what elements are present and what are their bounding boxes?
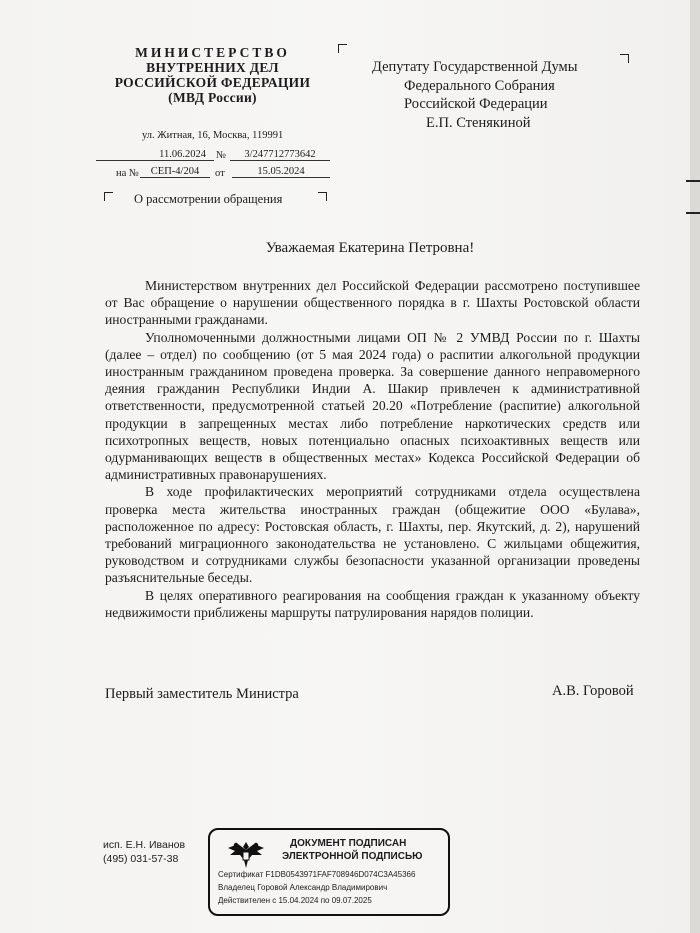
org-line-2: ВНУТРЕННИХ ДЕЛ xyxy=(146,60,279,75)
addressee-line-4: Е.П. Стенякиной xyxy=(426,114,531,131)
reg-number-label: № xyxy=(216,150,227,161)
page-edge xyxy=(690,0,700,933)
subject-bracket-right xyxy=(318,192,327,201)
from-label: от xyxy=(215,168,225,179)
executor-info xyxy=(103,838,185,866)
edge-mark xyxy=(686,212,700,214)
signatory-position: Первый заместитель Министра xyxy=(105,686,299,702)
double-headed-eagle-icon xyxy=(224,838,268,872)
body-paragraph: Министерством внутренних дел Российской Федерации рассмотрено поступившее от Вас обращение о нарушении общественного порядка в г. Шахты Ростовской области иностранными гражданами. xyxy=(105,278,640,328)
edge-mark xyxy=(686,180,700,182)
subject-line: О рассмотрении обращения xyxy=(134,192,283,206)
from-date: 15.05.2024 xyxy=(232,166,330,178)
addressee-bracket-left xyxy=(338,44,347,53)
addressee-line-1: Депутату Государственной Думы xyxy=(372,59,578,75)
subject-bracket-left xyxy=(104,192,113,201)
org-line-1: МИНИСТЕРСТВО xyxy=(135,45,290,60)
org-line-3: РОССИЙСКОЙ ФЕДЕРАЦИИ xyxy=(114,75,311,90)
executor-name: исп. Е.Н. Иванов xyxy=(103,839,186,851)
stamp-certificate: Сертификат F1DB0543971FAF708946D074C3A45366 xyxy=(218,870,416,879)
letterhead xyxy=(100,45,325,105)
letter-body xyxy=(105,277,640,621)
addressee xyxy=(372,58,577,132)
body-paragraph: Уполномоченными должностными лицами ОП № 2 УМВД России по г. Шахты (далее – отдел) по сообщению (от 5 мая 2024 года) о распитии алкогольной продукции иностранным гражданином проведена проверка. За совершение данного неправомерного деяния гражданин Республики Индии А. Шакир привлечен к административной ответственности, предусмотренной статьей 20.20 «Потребление (распитие) алкогольной продукции в запрещенных местах либо потребление наркотических средств или психотропных веществ, новых потенциально опасных психоактивных веществ или одурманивающих веществ в общественных местах» Кодекса Российской Федерации об административных правонарушениях. xyxy=(105,329,640,483)
addressee-bracket-right xyxy=(620,54,629,63)
stamp-owner: Владелец Горовой Александр Владимирович xyxy=(218,883,388,892)
reply-to-number: СЕП-4/204 xyxy=(140,166,210,178)
org-line-4: (МВД России) xyxy=(168,90,257,105)
executor-phone: (495) 031-57-38 xyxy=(103,853,179,865)
greeting: Уважаемая Екатерина Петровна! xyxy=(265,240,475,256)
electronic-signature-stamp xyxy=(208,828,450,916)
stamp-title-1: ДОКУМЕНТ ПОДПИСАН xyxy=(290,838,407,849)
stamp-validity: Действителен с 15.04.2024 по 09.07.2025 xyxy=(218,896,372,905)
stamp-title-2: ЭЛЕКТРОННОЙ ПОДПИСЬЮ xyxy=(282,851,423,862)
addressee-line-2: Федерального Собрания xyxy=(404,77,555,94)
registration-number: 3/247712773642 xyxy=(230,149,330,161)
body-paragraph: В ходе профилактических мероприятий сотрудниками отдела осуществлена проверка места жительства иностранных граждан (общежитие ООО «Булава», расположенное по адресу: Ростовская область, г. Шахты, пер. Якутский, д. 2), нарушений требований миграционного законодательства не установлено. С жильцами общежития, руководством и сотрудниками службы безопасности указанной организации проведены разъяснительные беседы. xyxy=(105,484,640,586)
addressee-line-3: Российской Федерации xyxy=(404,96,548,112)
body-paragraph: В целях оперативного реагирования на сообщения граждан к указанному объекту недвижимости приближены маршруты патрулирования нарядов полиции. xyxy=(105,587,640,620)
signatory-name: А.В. Горовой xyxy=(552,683,634,699)
reply-to-label: на № xyxy=(116,168,139,179)
registration-date: 11.06.2024 xyxy=(96,149,214,161)
org-address: ул. Житная, 16, Москва, 119991 xyxy=(142,130,284,141)
